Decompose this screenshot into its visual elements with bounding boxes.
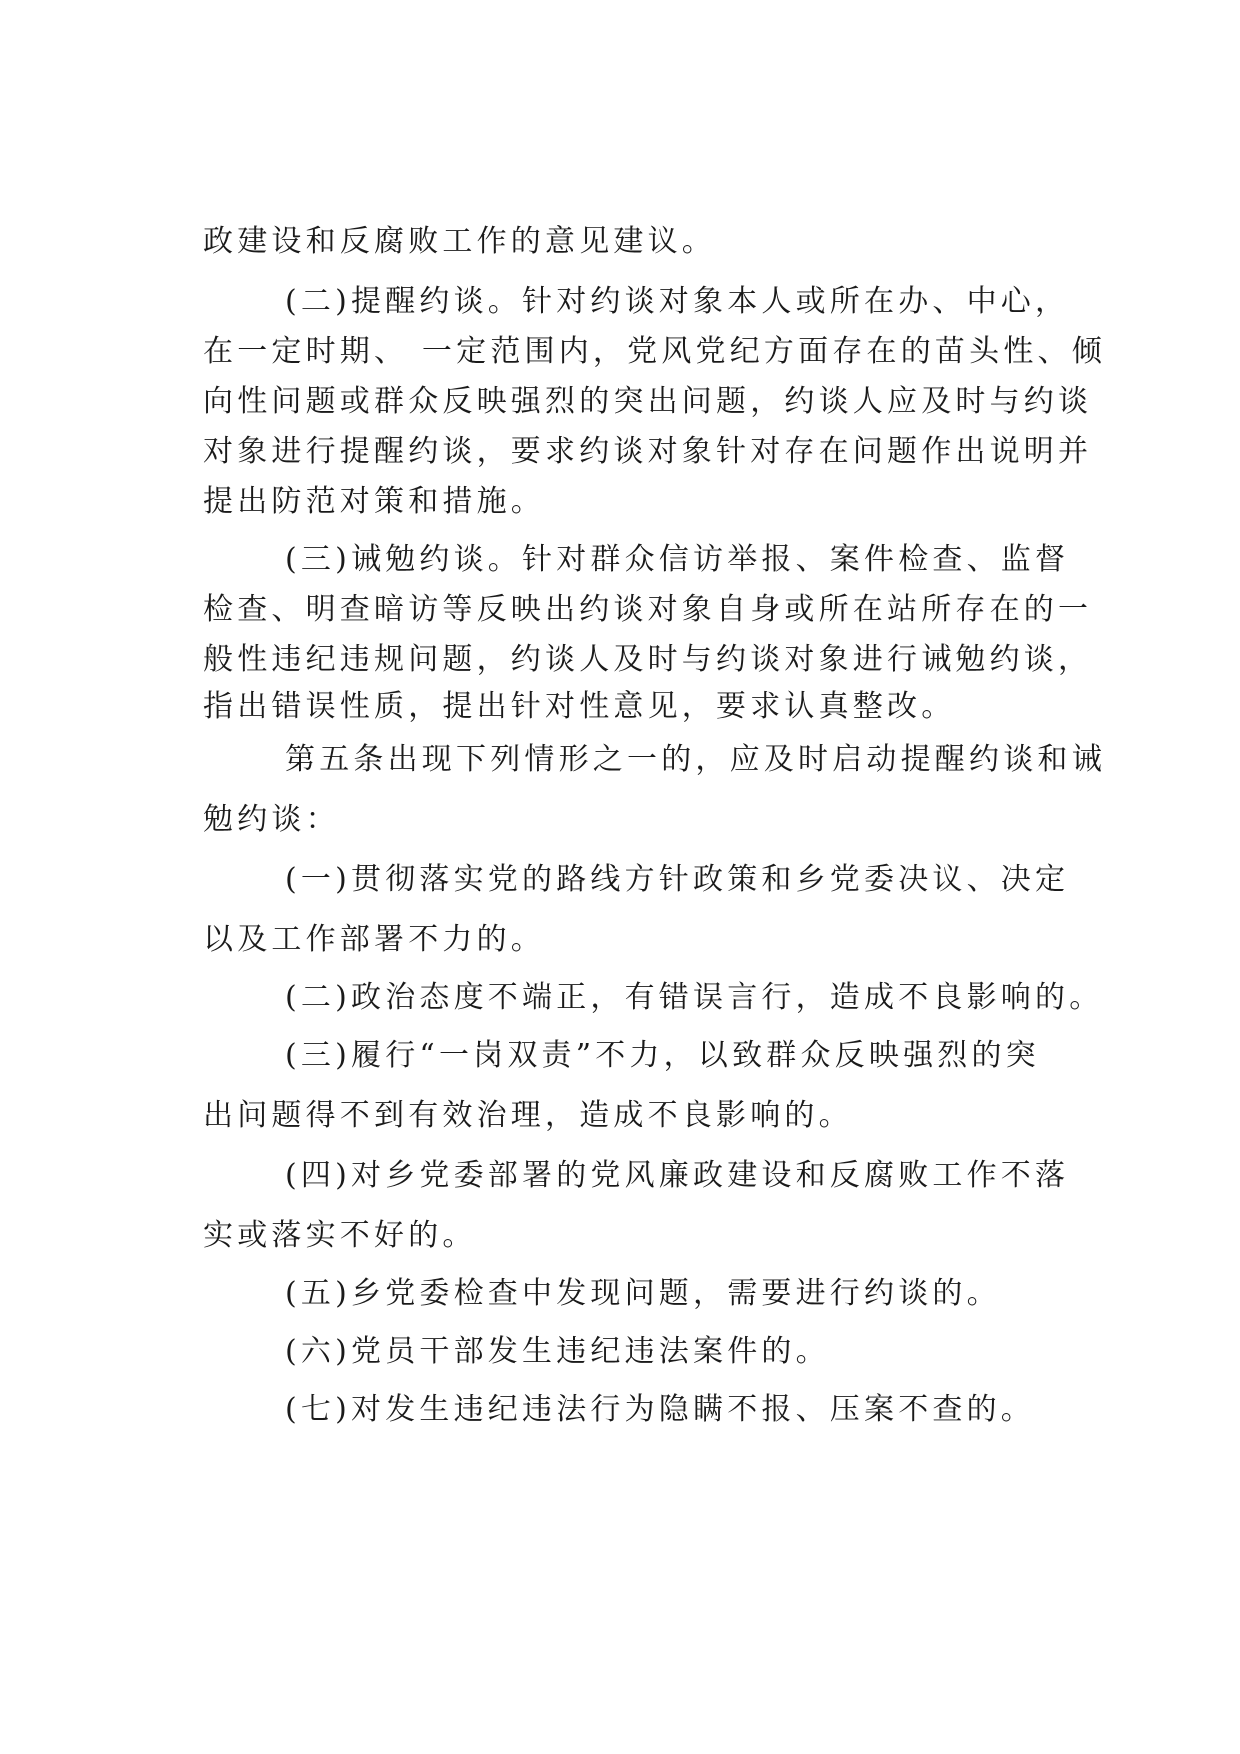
text-line: (三)履行“一岗双责”不力，以致群众反映强烈的突 bbox=[285, 1038, 1040, 1073]
text-line: 对象进行提醒约谈，要求约谈对象针对存在问题作出说明并 bbox=[203, 434, 1093, 469]
text-line: 实或落实不好的。 bbox=[203, 1218, 477, 1253]
text-line: 提出防范对策和措施。 bbox=[203, 484, 545, 519]
text-line: 向性问题或群众反映强烈的突出问题，约谈人应及时与约谈 bbox=[203, 384, 1093, 419]
text-line: (五)乡党委检查中发现问题，需要进行约谈的。 bbox=[285, 1276, 1001, 1311]
text-line: (七)对发生违纪违法行为隐瞒不报、压案不查的。 bbox=[285, 1392, 1036, 1427]
text-line: 出问题得不到有效治理，造成不良影响的。 bbox=[203, 1098, 853, 1133]
text-line: (六)党员干部发生违纪违法案件的。 bbox=[285, 1334, 830, 1369]
text-line: 般性违纪违规问题，约谈人及时与约谈对象进行诫勉约谈， bbox=[203, 642, 1093, 677]
text-line: 指出错误性质，提出针对性意见，要求认真整改。 bbox=[203, 689, 956, 724]
text-line: (二)政治态度不端正，有错误言行，造成不良影响的。 bbox=[285, 980, 1104, 1015]
text-line: (三)诫勉约谈。针对群众信访举报、案件检查、监督 bbox=[285, 542, 1070, 577]
text-line: 政建设和反腐败工作的意见建议。 bbox=[203, 224, 716, 259]
text-line: (一)贯彻落实党的路线方针政策和乡党委决议、决定 bbox=[285, 862, 1070, 897]
text-line: 以及工作部署不力的。 bbox=[203, 922, 545, 957]
text-line: 在一定时期、 一定范围内，党风党纪方面存在的苗头性、倾 bbox=[203, 334, 1106, 369]
text-line: 检查、明查暗访等反映出约谈对象自身或所在站所存在的一 bbox=[203, 592, 1093, 627]
text-line: 勉约谈： bbox=[203, 802, 340, 837]
text-line: (四)对乡党委部署的党风廉政建设和反腐败工作不落 bbox=[285, 1158, 1070, 1193]
text-line: 第五条出现下列情形之一的，应及时启动提醒约谈和诫 bbox=[285, 742, 1106, 777]
text-line: (二)提醒约谈。针对约谈对象本人或所在办、中心， bbox=[285, 284, 1070, 319]
